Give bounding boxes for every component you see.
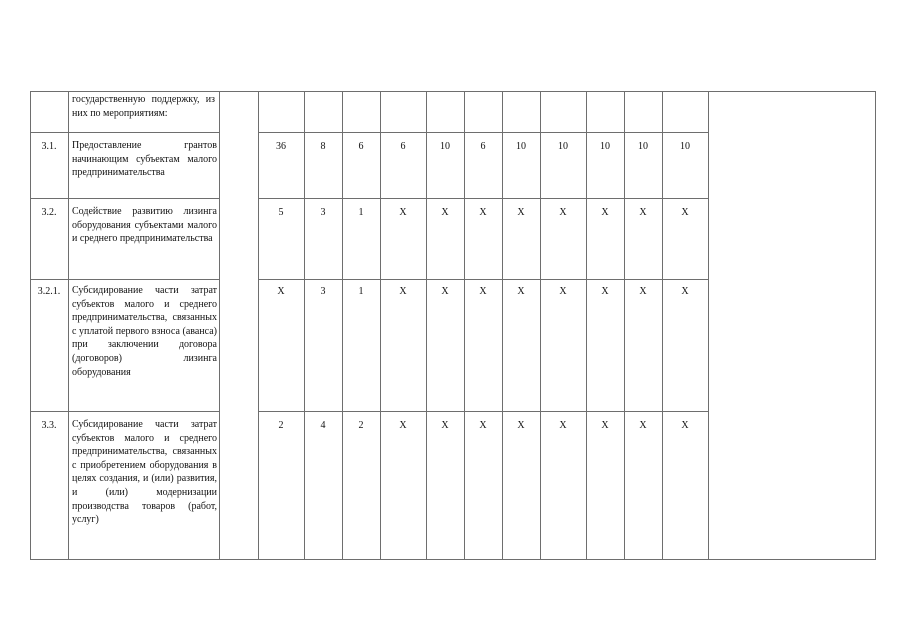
value-cell: Х (277, 286, 285, 297)
value-cell: Х (639, 286, 647, 297)
value-cell: 2 (358, 420, 364, 431)
value-cell: 1 (358, 207, 364, 218)
row-name: Субсидирование части затрат субъектов малого и среднего предпринимательства, связанных с приобретением оборудования в целях создания, и (или) развития, и (или) модернизации производства товаров (работ, услуг) (72, 419, 217, 526)
value-cell: Х (479, 286, 487, 297)
row-divider (30, 279, 219, 280)
value-cell: Х (681, 286, 689, 297)
column-divider (219, 91, 220, 560)
value-cell: Х (559, 420, 567, 431)
row-number: 3.2.1. (37, 286, 61, 297)
column-divider (662, 91, 663, 560)
row-name: Предоставление грантов начинающим субъектам малого предпринимательства (72, 140, 217, 179)
row-divider (30, 411, 219, 412)
value-cell: Х (681, 420, 689, 431)
value-cell: 6 (358, 141, 364, 152)
value-cell: 10 (600, 141, 610, 152)
value-cell: 3 (320, 207, 326, 218)
value-cell: Х (517, 286, 525, 297)
column-divider (586, 91, 587, 560)
value-cell: Х (559, 207, 567, 218)
program-table (30, 91, 876, 560)
value-cell: Х (639, 207, 647, 218)
value-cell: Х (399, 286, 407, 297)
row-number: 3.2. (41, 207, 57, 218)
table-bottom-border (30, 559, 876, 560)
value-cell: Х (681, 207, 689, 218)
table-left-border (30, 91, 31, 560)
value-cell: 10 (440, 141, 450, 152)
value-cell: 3 (320, 286, 326, 297)
value-cell: Х (639, 420, 647, 431)
column-divider (426, 91, 427, 560)
value-cell: 2 (278, 420, 284, 431)
column-divider (68, 91, 69, 560)
row-number: 3.1. (41, 141, 57, 152)
row-number: 3.3. (41, 420, 57, 431)
value-cell: Х (559, 286, 567, 297)
value-cell: Х (601, 420, 609, 431)
table-top-border (30, 91, 876, 92)
table-right-border (875, 91, 876, 560)
column-divider (464, 91, 465, 560)
column-divider (624, 91, 625, 560)
value-cell: Х (441, 207, 449, 218)
value-cell: 10 (638, 141, 648, 152)
value-cell: Х (517, 420, 525, 431)
value-cell: 10 (680, 141, 690, 152)
value-cell: 8 (320, 141, 326, 152)
value-cell: 10 (558, 141, 568, 152)
value-cell: Х (479, 207, 487, 218)
value-cell: Х (399, 207, 407, 218)
row-divider (30, 132, 219, 133)
row-divider (258, 198, 708, 199)
value-cell: Х (399, 420, 407, 431)
column-divider (708, 91, 709, 560)
column-divider (304, 91, 305, 560)
row-divider (258, 279, 708, 280)
row-name: Субсидирование части затрат субъектов малого и среднего предпринимательства, связанных с уплатой первого взноса (аванса) при заключении договора (договоров) лизинга оборудования (72, 285, 217, 378)
column-divider (342, 91, 343, 560)
value-cell: 36 (276, 141, 286, 152)
value-cell: Х (441, 420, 449, 431)
value-cell: 1 (358, 286, 364, 297)
value-cell: Х (479, 420, 487, 431)
value-cell: Х (601, 286, 609, 297)
column-divider (540, 91, 541, 560)
value-cell: 5 (278, 207, 284, 218)
value-cell: Х (517, 207, 525, 218)
value-cell: 6 (400, 141, 406, 152)
value-cell: 4 (320, 420, 326, 431)
value-cell: Х (441, 286, 449, 297)
row-name: Содействие развитию лизинга оборудования субъектами малого и среднего предпринимательства (72, 206, 217, 245)
value-cell: 6 (480, 141, 486, 152)
row-divider (30, 198, 219, 199)
row-divider (258, 411, 708, 412)
column-divider (380, 91, 381, 560)
column-divider (502, 91, 503, 560)
value-cell: 10 (516, 141, 526, 152)
row-divider (258, 132, 708, 133)
column-divider (258, 91, 259, 560)
header-continuation-text: государственную поддержку, из них по мероприятиям: (72, 94, 215, 119)
value-cell: Х (601, 207, 609, 218)
